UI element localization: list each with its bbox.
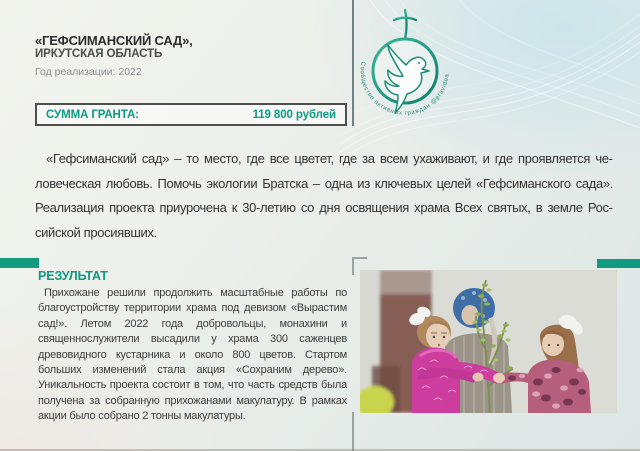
grant-value: 119 800 рублей: [252, 108, 336, 121]
result-heading: РЕЗУЛЬТАТ: [38, 269, 108, 283]
header-vertical-divider: [352, 0, 354, 126]
dove-cross-logo-icon: [357, 8, 453, 120]
project-region: ИРКУТСКАЯ ОБЛАСТЬ: [35, 48, 163, 60]
accent-bar-right: [597, 259, 640, 268]
grant-label: СУММА ГРАНТА:: [46, 108, 139, 121]
accent-bar-left: [0, 258, 39, 268]
project-title: «ГЕФСИМАНСКИЙ САД»,: [35, 33, 193, 48]
result-photo: [360, 270, 617, 413]
photo-bottom-frame-line: [352, 412, 354, 451]
result-paragraph: Прихожане решили продолжить масштабные работы по благоустройству территории храма под девизом «Вырастим сад!». Летом 2022 года добровольцы, монахини и священнослужители высадили у храма 300 саженцев древовидного кустарника и около 800 цветов. Стартом больших изменений стала акция «Сохраним дерево». Уникальность проекта состоит в том, что часть средств была получена за собранную прихожанами макулатуру. В рамках акции было собрано 2 тонны макулатуры.: [38, 287, 347, 423]
logo-circular-text: Сообщество активных граждан @pravidea: [358, 61, 451, 117]
realization-year: Год реализации: 2022: [35, 66, 142, 78]
grant-sum-box: [35, 103, 347, 126]
intro-paragraph: «Гефсиманский сад» – то место, где все цветет, где за всем ухаживают, и где проявляется человеческая любовь. Помочь экологии Братска – одна из ключевых целей «Гефсиманского сада». Реализация проекта приурочена к 30-летию со дня освящения храма Всех святых, в земле Российской просиявших.: [35, 151, 613, 240]
